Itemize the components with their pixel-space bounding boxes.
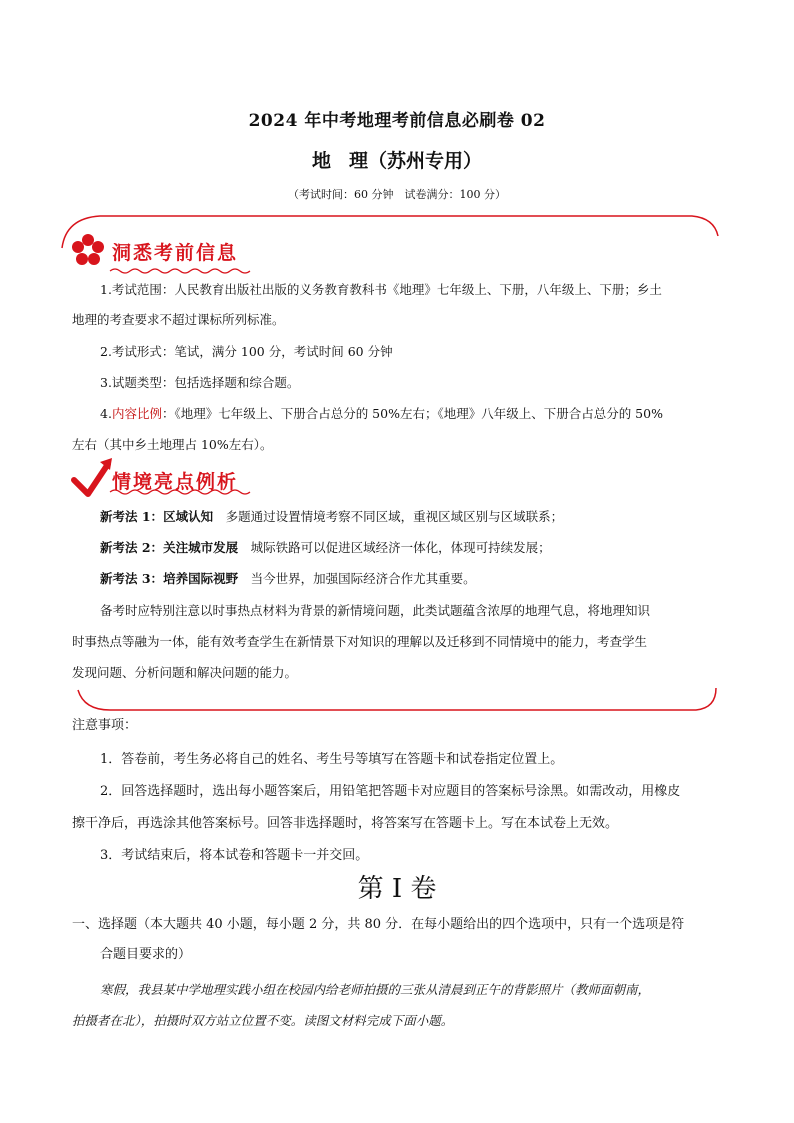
section1-label: 洞悉考前信息 bbox=[112, 242, 239, 264]
new-method-3 bbox=[100, 564, 740, 594]
summary-line: 发现问题、分析问题和解决问题的能力。 bbox=[72, 665, 298, 680]
method-desc: 城际铁路可以促进区域经济一体化，体现可持续发展； bbox=[250, 540, 551, 555]
section1-item: 3.试题类型：包括选择题和综合题。 bbox=[100, 375, 300, 390]
section1-item4 bbox=[100, 399, 740, 429]
subject-char: 地 bbox=[311, 150, 331, 172]
notes-heading: 注意事项： bbox=[72, 718, 138, 733]
summary-line: 备考时应特别注意以时事热点材料为背景的新情境问题，此类试题蕴含浓厚的地理气息，将地理知识 bbox=[100, 603, 651, 618]
exam-title: 2024 年中考地理考前信息必刷卷 02 bbox=[248, 111, 546, 131]
question-material-cont: 拍摄者在北），拍摄时双方站立位置不变。读图文材料完成下面小题。 bbox=[72, 1013, 454, 1028]
question-section-heading: 一、选择题（本大题共 40 小题，每小题 2 分，共 80 分．在每小题给出的四个选项中，只有一个选项是符 bbox=[72, 917, 685, 932]
item4-highlight: 内容比例 bbox=[111, 406, 162, 421]
section1-item: 地理的考查要求不超过课标所列标准。 bbox=[72, 312, 285, 327]
section2-label: 情境亮点例析 bbox=[112, 471, 239, 493]
exam-info: （考试时间：60 分钟 试卷满分：100 分） bbox=[288, 188, 506, 201]
method-tag: 新考法 3： bbox=[100, 571, 164, 586]
section1-underline bbox=[110, 269, 250, 273]
method-topic: 培养国际视野 bbox=[163, 571, 239, 586]
volume-heading: 第 I 卷 bbox=[357, 874, 437, 904]
flower-icon bbox=[72, 234, 104, 265]
new-method-1 bbox=[100, 502, 740, 532]
note-line: 1．答卷前，考生务必将自己的姓名、考生号等填写在答题卡和试卷指定位置上。 bbox=[100, 752, 564, 767]
section1-item4-cont: 左右（其中乡土地理占 10%左右）。 bbox=[72, 437, 273, 452]
section1-item: 2.考试形式：笔试，满分 100 分，考试时间 60 分钟 bbox=[100, 344, 393, 359]
new-method-2 bbox=[100, 533, 740, 563]
summary-line: 时事热点等融为一体，能有效考查学生在新情景下对知识的理解以及迁移到不同情境中的能力，考查学生 bbox=[72, 634, 648, 649]
method-desc: 当今世界，加强国际经济合作尤其重要。 bbox=[250, 571, 476, 586]
note-line: 2．回答选择题时，选出每小题答案后，用铅笔把答题卡对应题目的答案标号涂黑。如需改动，用橡皮 bbox=[100, 784, 681, 799]
method-topic: 区域认知 bbox=[163, 509, 214, 524]
subject-suffix: 理（苏州专用） bbox=[349, 150, 483, 172]
method-desc: 多题通过设置情境考察不同区域，重视区域区别与区域联系； bbox=[225, 509, 564, 524]
method-tag: 新考法 1： bbox=[100, 509, 164, 524]
item4-number: 4. bbox=[100, 406, 112, 421]
section1-item: 1.考试范围：人民教育出版社出版的义务教育教科书《地理》七年级上、下册，八年级上、下册；乡土 bbox=[100, 282, 662, 297]
method-topic: 关注城市发展 bbox=[163, 540, 239, 555]
question-material: 寒假，我县某中学地理实践小组在校园内给老师拍摄的三张从清晨到正午的背影照片（教师面朝南， bbox=[100, 982, 651, 997]
method-tag: 新考法 2： bbox=[100, 540, 164, 555]
note-line: 擦干净后，再选涂其他答案标号。回答非选择题时，将答案写在答题卡上。写在本试卷上无效。 bbox=[72, 816, 619, 831]
note-line: 3．考试结束后，将本试卷和答题卡一并交回。 bbox=[100, 848, 369, 863]
question-section-heading-cont: 合题目要求的） bbox=[100, 947, 192, 962]
check-arrow-icon bbox=[74, 458, 112, 494]
item4-text: ：《地理》七年级上、下册合占总分的 50%左右；《地理》八年级上、下册合占总分的 50% bbox=[161, 406, 663, 421]
